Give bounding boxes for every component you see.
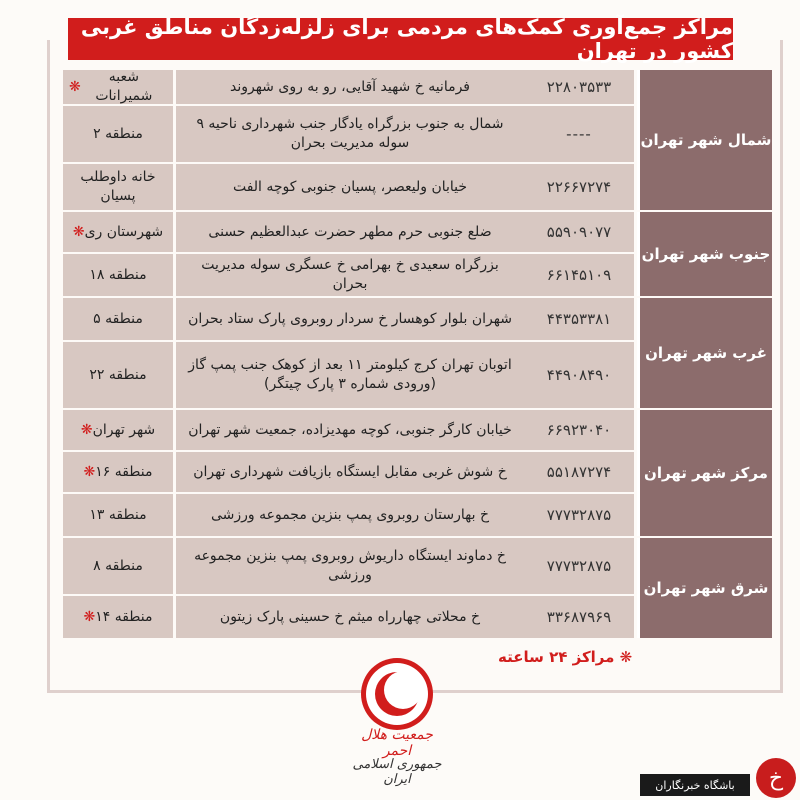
center-phone: ۵۵۹۰۹۰۷۷ — [524, 212, 634, 252]
center-name: منطقه ۱۴ ❋ — [63, 596, 173, 638]
center-name: شهر تهران ❋ — [63, 410, 173, 450]
region-group-west — [60, 298, 775, 408]
center-address: فرمانیه خ شهید آقایی، رو به روی شهروند — [176, 70, 524, 104]
center-phone: ۷۷۷۳۲۸۷۵ — [524, 538, 634, 594]
center-address: خ محلاتی چهارراه میثم خ حسینی پارک زیتون — [176, 596, 524, 638]
table-row — [60, 410, 634, 450]
table-row — [60, 164, 634, 210]
country-name: جمهوری اسلامی ایران — [352, 757, 442, 787]
region-label: جنوب شهر تهران — [637, 212, 772, 296]
center-name: خانه داوطلب پسیان — [63, 164, 173, 210]
center-name: منطقه ۸ — [63, 538, 173, 594]
center-address: اتوبان تهران کرج کیلومتر ۱۱ بعد از کوهک جنب پمپ گاز (ورودی شماره ۳ پارک چیتگر) — [176, 342, 524, 408]
table-row — [60, 254, 634, 296]
star-icon: ❋ — [83, 608, 96, 625]
center-phone: ۶۶۱۴۵۱۰۹ — [524, 254, 634, 296]
table-row — [60, 212, 634, 252]
center-phone: ۲۲۶۶۷۲۷۴ — [524, 164, 634, 210]
center-address: خ شوش غربی مقابل ایستگاه بازیافت شهرداری تهران — [176, 452, 524, 492]
center-address: ضلع جنوبی حرم مطهر حضرت عبدالعظیم حسنی — [176, 212, 524, 252]
table-row — [60, 538, 634, 594]
center-name: منطقه ۵ — [63, 298, 173, 340]
center-name: شهرستان ری ❋ — [63, 212, 173, 252]
region-label: شرق شهر تهران — [637, 538, 772, 638]
center-address: شهران بلوار کوهسار خ سردار روبروی پارک ستاد بحران — [176, 298, 524, 340]
center-name: منطقه ۱۳ — [63, 494, 173, 536]
center-phone: ۶۶۹۲۳۰۴۰ — [524, 410, 634, 450]
table-row — [60, 106, 634, 162]
region-group-east — [60, 538, 775, 638]
region-label: شمال شهر تهران — [637, 70, 772, 210]
watermark-logo-icon: خ — [756, 758, 796, 798]
center-address: خ بهارستان روبروی پمپ بنزین مجموعه ورزشی — [176, 494, 524, 536]
star-icon: ❋ — [69, 78, 81, 95]
red-crescent-logo-icon — [359, 656, 435, 732]
center-address: خ دماوند ایستگاه داریوش روبروی پمپ بنزین مجموعه ورزشی — [176, 538, 524, 594]
table-row — [60, 342, 634, 408]
center-phone: ۲۲۸۰۳۵۳۳ — [524, 70, 634, 104]
star-icon: ❋ — [83, 463, 96, 480]
center-address: بزرگراه سعیدی خ بهرامی خ عسگری سوله مدیریت بحران — [176, 254, 524, 296]
center-phone: ۵۵۱۸۷۲۷۴ — [524, 452, 634, 492]
region-label: مرکز شهر تهران — [637, 410, 772, 536]
center-name: شعبه شمیرانات ❋ — [63, 70, 173, 104]
center-phone: ۷۷۷۳۲۸۷۵ — [524, 494, 634, 536]
center-name: منطقه ۱۶ ❋ — [63, 452, 173, 492]
24h-centers-note: ❋ مراکز ۲۴ ساعته — [498, 648, 633, 666]
center-address: خیابان کارگر جنوبی، کوچه مهدیزاده، جمعیت شهر تهران — [176, 410, 524, 450]
region-group-north — [60, 70, 775, 210]
region-group-center — [60, 410, 775, 536]
red-crescent-name: جمعیت هلال احمر — [361, 727, 433, 759]
page-title: مراکز جمع‌آوری کمک‌های مردمی برای زلزله‌زدگان مناطق غربی کشور در تهران — [68, 18, 733, 60]
center-name: منطقه ۲ — [63, 106, 173, 162]
watermark — [640, 756, 800, 800]
center-name: منطقه ۱۸ — [63, 254, 173, 296]
center-phone: ۴۴۳۵۳۳۸۱ — [524, 298, 634, 340]
center-name: منطقه ۲۲ — [63, 342, 173, 408]
table-row — [60, 70, 634, 104]
region-label: غرب شهر تهران — [637, 298, 772, 408]
center-phone: ۳۳۶۸۷۹۶۹ — [524, 596, 634, 638]
table-row — [60, 596, 634, 638]
center-phone: ۴۴۹۰۸۴۹۰ — [524, 342, 634, 408]
watermark-label: باشگاه خبرنگاران — [640, 774, 750, 796]
star-icon: ❋ — [72, 223, 85, 240]
star-icon: ❋ — [80, 421, 93, 438]
table-row — [60, 494, 634, 536]
center-address: شمال به جنوب بزرگراه یادگار جنب شهرداری ناحیه ۹ سوله مدیریت بحران — [176, 106, 524, 162]
center-phone: ---- — [524, 106, 634, 162]
region-group-south — [60, 212, 775, 296]
table-row — [60, 452, 634, 492]
center-address: خیابان ولیعصر، پسیان جنوبی کوچه الفت — [176, 164, 524, 210]
table-row — [60, 298, 634, 340]
